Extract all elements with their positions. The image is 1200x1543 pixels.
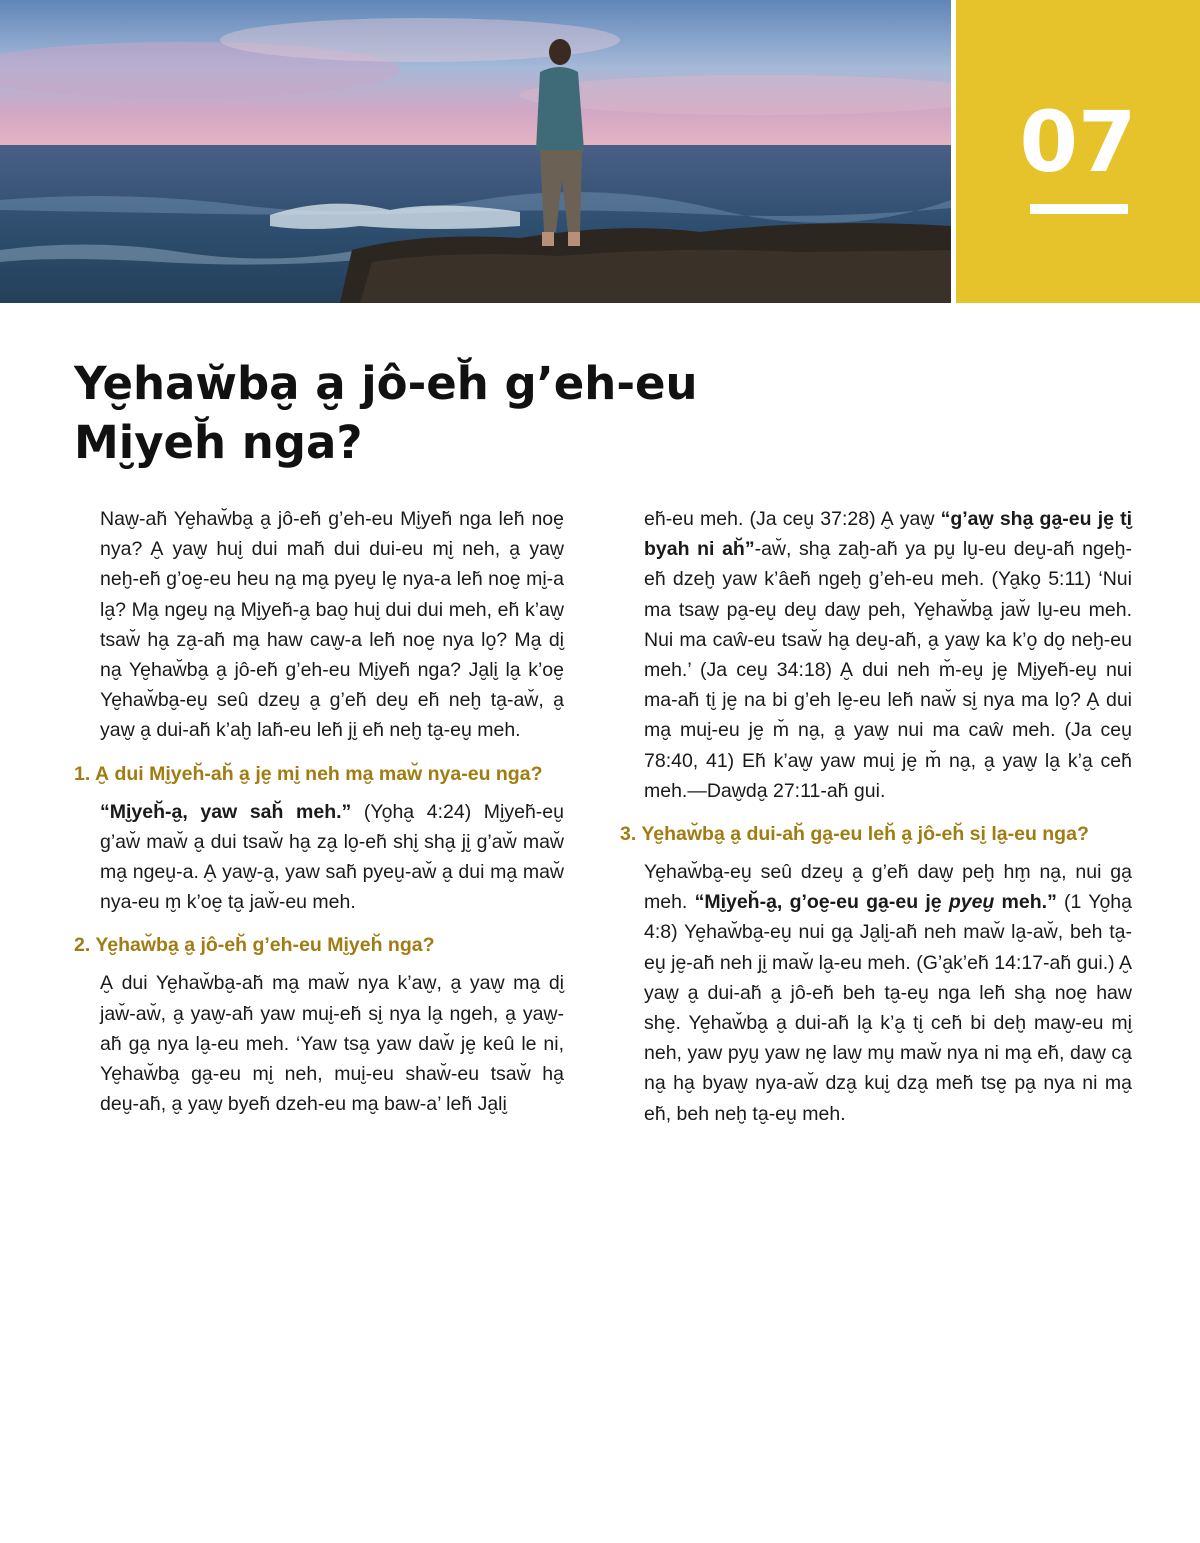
page-title [74, 354, 1074, 472]
title-line-1: Ye̮haw̆ba̮ a̮ jô-eh̆ g’eh-eu [74, 357, 698, 410]
answer-2-cont-text-a: eh̆-eu meh. (Ja ceu̮ 37:28) A̮ yaw̮ [644, 508, 941, 530]
chapter-badge [956, 0, 1200, 303]
answer-2-paragraph-start: A̮ dui Ye̮haw̆ba̮-ah̆ ma̮ maw̆ nya k’aw̮, a̮ yaw̮ ma̮ di̮ jaw̆-aw̆, a̮ yaw̮-ah̆ yaw mui̮-eh̆ si̮ nya la̮ ngeh, a̮ yaw̮-ah̆ ga̮ nya la̮-eu meh. ‘Yaw tsa̮ yaw daw̆ je̮ keû le ni, Ye̮haw̆ba̮ ga̮-eu mi̮ neh, mui̮-eu shaw̆-eu tsaw̆ ha̮ deu̮-ah̆, a̮ yaw̮ byeh̆ dzeh-eu ma̮ baw-a’ leh̆ Ja̮li̮ [100, 972, 564, 1116]
answer-3-quote-italic: pyeu̮ [948, 891, 995, 914]
question-2-text: Ye̮haw̆ba̮ a̮ jô-eh̆ g’eh-eu Mi̮yeh̆ nga? [95, 934, 435, 957]
answer-3-paragraph [644, 857, 1132, 1129]
answer-2-paragraph-continued [644, 504, 1132, 806]
question-1-text: A̮ dui Mi̮yeh̆-ah̆ a̮ je̮ mi̮ neh ma̮ maw̆ nya-eu nga? [94, 762, 543, 785]
title-line-2: Mi̮yeh̆ nga? [74, 416, 363, 469]
question-3-number: 3. [620, 823, 637, 846]
answer-1-paragraph [100, 797, 564, 918]
answer-1-quote: “Mi̮yeh̆-a̮, yaw sah̆ meh.” [100, 800, 352, 823]
answer-3-quote-a: “Mi̮yeh̆-a̮, g’oe̮-eu ga̮-eu je̮ [694, 891, 949, 914]
intro-paragraph: Naw̮-ah̆ Ye̮haw̆ba̮ a̮ jô-eh̆ g’eh-eu Mi̮yeh̆ nga leh̆ noe̮ nya? A̮ yaw̮ hui̮ dui mah̆ dui dui-eu mi̮ neh, a̮ yaw̮ neḫ-eh̆ g’oe̮-eu heu na̮ ma̮ pyeu̮ le̮ nya-a leh̆ noe̮ mi̮-a la̮? Ma̮ ngeu̮ na̮ Mi̮yeh̆-a̮ bao̮ hui̮ dui dui meh, eh̆ k’aw̮ tsaw̆ ha̮ za̮-ah̆ ma̮ haw caw̮-a leh̆ noe̮ nya lo̮? Ma̮ di̮ na̮ Ye̮haw̆ba̮ a̮ jô-eh̆ g’eh-eu Mi̮yeh̆ nga? Ja̮li̮ la̮ k’oe̮ Ye̮haw̆ba̮-eu̮ seû dzeu̮ a̮ g’eh̆ deu̮ eh̆ neḫ ta̮-aw̆, a̮ yaw̮ a̮ dui-ah̆ k’aḫ lah̆-eu leh̆ ji̮ eh̆ neḫ ta̮-eu̮ meh. [100, 508, 564, 742]
right-column [620, 504, 1132, 1129]
question-2-number: 2. [74, 934, 91, 957]
hero-image [0, 0, 951, 303]
left-column [74, 504, 564, 1119]
question-1-number: 1. [74, 762, 91, 785]
answer-1-text: (Yo̮ha̮ 4:24) Mi̮yeh̆-eu̮ g’aw̆ maw̆ a̮ dui tsaw̆ ha̮ za̮ lo̮-eh̆ shi̮ sha̮ ji̮ g’aw̆ maw̆ ma̮ ngeu̮-a. A̮ yaw̮-a̮, yaw sah̆ pyeu̮-aw̆ a̮ dui ma̮ maw̆ nya-eu m̮ k’oe̮ ta̮ jaw̆-eu meh. [100, 800, 564, 914]
answer-2-cont-text-b: -aw̆, sha̮ zaḫ-ah̆ ya pu̮ lu̮-eu deu̮-ah̆ ngeḫ-eh̆ dzeḫ yaw k’âeh̆ ngeḫ g’eh-eu meh. (Ya̮ko̮ 5:11) ‘Nui ma tsaw̮ pa̮-eu̮ deu̮ daw̮ peh, Ye̮haw̆ba̮ jaw̆ lu̮-eu meh. Nui ma caŵ-eu tsaw̆ ha̮ deu̮-ah̆, a̮ yaw̮ ka k’o̮ do̮ neḫ-eu meh.’ (Ja ceu̮ 34:18) A̮ dui neh m̆-eu̮ je̮ Mi̮yeh̆-eu̮ nui ma-ah̆ ti̮ je̮ na bi g’eh le̮-eu leh̆ naw̆ si̮ nya ma lo̮? A̮ dui ma̮ mui̮-eu je̮ m̆ na̮, a̮ yaw̮ nui ma caŵ meh. (Ja ceu̮ 78:40, 41) Eh̆ k’aw̮ yaw mui̮ je̮ m̆ na̮, a̮ yaw̮ la̮ k’a̮ ceh̆ meh.—Daw̮da̮ 27:11-ah̆ gui. [644, 538, 1132, 802]
answer-2-cont-quote: “g’aw̮ sha̮ ga̮-eu je̮ ti̮ byah ni ah̆” [644, 508, 1133, 561]
question-2-heading [74, 931, 564, 960]
sea-sunset-illustration [0, 0, 951, 303]
answer-3-text-a: Ye̮haw̆ba̮-eu̮ seû dzeu̮ a̮ g’eh̆ daw̮ peḫ hm̮ na̮, nui ga̮ meh. [644, 861, 1132, 914]
chapter-number: 07 [1019, 93, 1137, 191]
answer-3-quote [695, 891, 1057, 913]
question-3-text: Ye̮haw̆ba̮ a̮ dui-ah̆ ga̮-eu leh̆ a̮ jô-eh̆ si̮ la̮-eu nga? [641, 823, 1089, 846]
question-1-heading [74, 760, 564, 789]
answer-3-quote-end: meh.” [994, 891, 1057, 914]
answer-3-text-b: (1 Yo̮ha̮ 4:8) Ye̮haw̆ba̮-eu̮ nui ga̮ Ja̮li̮-ah̆ neh maw̆ la̮-aw̆, beh ta̮-eu̮ je̮-ah̆ neh ji̮ maw̆ la̮-eu meh. (G’a̮k’eh̆ 14:17-ah̆ gui.) A̮ yaw̮ a̮ dui-ah̆ a̮ jô-eh̆ beh ta̮-eu̮ nga leh̆ sha̮ noe̮ haw she̮. Ye̮haw̆ba̮ a̮ dui-ah̆ la̮ k’a̮ ti̮ ceh̆ bi deḫ maw̮-eu mi̮ neh, yaw pyu̮ yaw ne̮ law̮ mu̮ maw̆ nya ni ma̮ eh̆, daw̮ ca̮ na̮ ha̮ byaw̮ nya-aw̆ dza̮ kui̮ dza̮ meh̆ tse̮ pa̮ nya ni ma̮ eh̆, beh neḫ ta̮-eu̮ meh. [644, 891, 1132, 1125]
chapter-underline [1030, 204, 1128, 214]
question-3-heading [620, 820, 1132, 849]
